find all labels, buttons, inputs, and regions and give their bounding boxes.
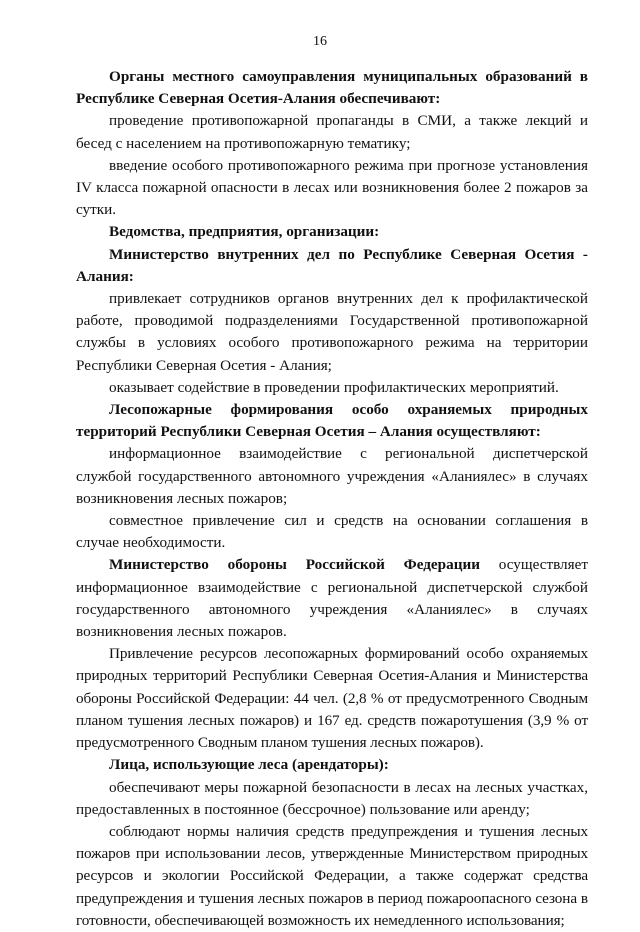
document-body bbox=[76, 66, 588, 932]
defense-ministry-label: Министерство обороны Российской Федерации bbox=[109, 556, 480, 574]
heading-interior-ministry: Министерство внутренних дел по Республике Северная Осетия - Алания: bbox=[76, 245, 588, 285]
paragraph-resources: Привлечение ресурсов лесопожарных формирований особо охраняемых природных территорий Республики Северная Осетия-Алания и Министерства обороны Российской Федерации: 44 чел. (2,8 % от предусмотренного Сводным планом тушения лесных пожаров) и 167 ед. средств пожаротушения (3,9 % от предусмотренного Сводным планом тушения лесных пожаров). bbox=[76, 645, 588, 752]
paragraph-special-regime: введение особого противопожарного режима при прогнозе установления IV класса пожарной опасности в лесах или возникновения более 2 пожаров за сутки. bbox=[76, 156, 588, 219]
paragraph-defense-ministry bbox=[76, 554, 588, 643]
heading-forest-fire-units: Лесопожарные формирования особо охраняемых природных территорий Республики Северная Осетия – Алания осуществляют: bbox=[76, 401, 588, 441]
heading-agencies: Ведомства, предприятия, организации: bbox=[109, 223, 380, 241]
paragraph-joint-forces: совместное привлечение сил и средств на основании соглашения в случае необходимости. bbox=[76, 512, 588, 552]
paragraph-information-interaction: информационное взаимодействие с региональной диспетчерской службой государственного автономного учреждения «Аланиялес» в случаях возникновения лесных пожаров; bbox=[76, 445, 588, 507]
page-number: 16 bbox=[313, 34, 327, 49]
defense-ministry-text: осуществляет информационное взаимодействие с региональной диспетчерской службой государственного автономного учреждения «Аланиялес» в случаях возникновения лесных пожаров. bbox=[76, 556, 588, 641]
paragraph-propaganda: проведение противопожарной пропаганды в СМИ, а также лекций и бесед с населением на противопожарную тематику; bbox=[76, 112, 588, 152]
heading-local-authorities: Органы местного самоуправления муниципальных образований в Республике Северная Осетия-Алания обеспечивают: bbox=[76, 68, 588, 108]
paragraph-prevention-assistance: оказывает содействие в проведении профилактических мероприятий. bbox=[109, 378, 559, 396]
paragraph-safety-measures: обеспечивают меры пожарной безопасности в лесах на лесных участках, предоставленных в постоянное (бессрочное) пользование или аренду; bbox=[76, 778, 588, 818]
paragraph-equipment-norms: соблюдают нормы наличия средств предупреждения и тушения лесных пожаров при использовании лесов, утвержденные Министерством природных ресурсов и экологии Российской Федерации, а также содержат средства предупреждения и тушения лесных пожаров в период пожароопасного сезона в готовности, обеспечивающей возможность их немедленного использования; bbox=[76, 822, 588, 929]
paragraph-police-involvement: привлекает сотрудников органов внутренних дел к профилактической работе, проводимой подразделениями Государственной противопожарной службы в условиях особого противопожарного режима на территории Республики Северная Осетия - Алания; bbox=[76, 290, 588, 374]
heading-forest-users: Лица, использующие леса (арендаторы): bbox=[109, 756, 389, 774]
